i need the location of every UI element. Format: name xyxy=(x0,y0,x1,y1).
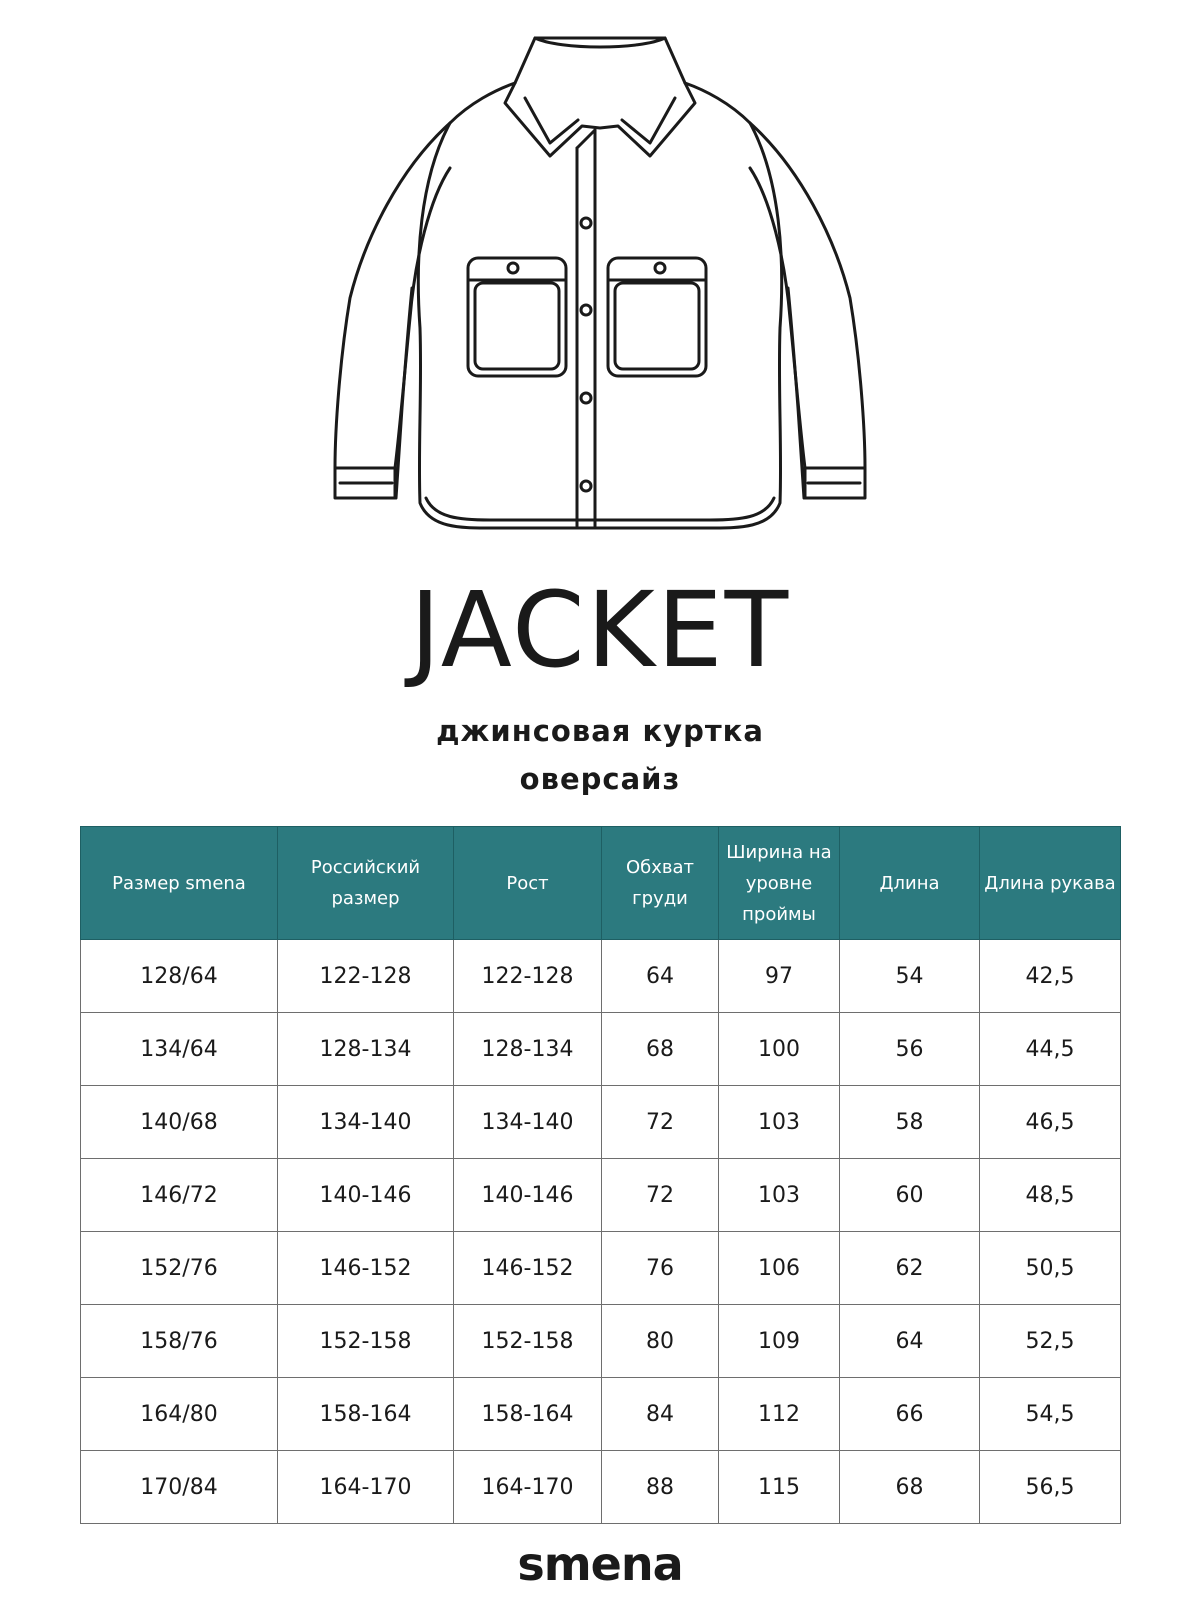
table-cell: 140/68 xyxy=(81,1086,278,1159)
table-cell: 140-146 xyxy=(454,1159,602,1232)
table-row xyxy=(81,1232,1121,1305)
table-row xyxy=(81,1159,1121,1232)
table-cell: 164-170 xyxy=(454,1451,602,1524)
table-cell: 103 xyxy=(719,1159,840,1232)
table-cell: 106 xyxy=(719,1232,840,1305)
table-cell: 64 xyxy=(602,940,719,1013)
table-cell: 170/84 xyxy=(81,1451,278,1524)
table-row xyxy=(81,1451,1121,1524)
table-cell: 76 xyxy=(602,1232,719,1305)
table-cell: 122-128 xyxy=(278,940,454,1013)
table-cell: 56,5 xyxy=(980,1451,1121,1524)
table-cell: 48,5 xyxy=(980,1159,1121,1232)
table-cell: 64 xyxy=(840,1305,980,1378)
brand-logo: smena xyxy=(517,1537,683,1591)
page-title: JACKET xyxy=(409,569,791,691)
table-cell: 84 xyxy=(602,1378,719,1451)
subtitle-line-1: джинсовая куртка xyxy=(436,714,764,748)
column-header: Длина рукава xyxy=(980,827,1121,940)
table-cell: 97 xyxy=(719,940,840,1013)
table-cell: 152-158 xyxy=(278,1305,454,1378)
table-cell: 44,5 xyxy=(980,1013,1121,1086)
table-cell: 158/76 xyxy=(81,1305,278,1378)
table-cell: 128-134 xyxy=(278,1013,454,1086)
column-header: Ширина на уровне проймы xyxy=(719,827,840,940)
table-header-row xyxy=(81,827,1121,940)
table-cell: 42,5 xyxy=(980,940,1121,1013)
column-header: Длина xyxy=(840,827,980,940)
table-cell: 128/64 xyxy=(81,940,278,1013)
table-cell: 72 xyxy=(602,1159,719,1232)
table-cell: 62 xyxy=(840,1232,980,1305)
table-cell: 66 xyxy=(840,1378,980,1451)
column-header: Размер smena xyxy=(81,827,278,940)
column-header: Обхват груди xyxy=(602,827,719,940)
table-cell: 152-158 xyxy=(454,1305,602,1378)
table-cell: 152/76 xyxy=(81,1232,278,1305)
subtitle-line-2: оверсайз xyxy=(519,762,681,796)
table-cell: 72 xyxy=(602,1086,719,1159)
column-header: Российский размер xyxy=(278,827,454,940)
table-cell: 100 xyxy=(719,1013,840,1086)
table-row xyxy=(81,1013,1121,1086)
size-chart-table xyxy=(80,826,1121,1524)
table-cell: 46,5 xyxy=(980,1086,1121,1159)
table-cell: 112 xyxy=(719,1378,840,1451)
table-cell: 158-164 xyxy=(454,1378,602,1451)
table-cell: 158-164 xyxy=(278,1378,454,1451)
table-cell: 146-152 xyxy=(278,1232,454,1305)
table-cell: 56 xyxy=(840,1013,980,1086)
table-cell: 122-128 xyxy=(454,940,602,1013)
table-cell: 68 xyxy=(840,1451,980,1524)
table-cell: 60 xyxy=(840,1159,980,1232)
table-cell: 54 xyxy=(840,940,980,1013)
table-cell: 115 xyxy=(719,1451,840,1524)
table-row xyxy=(81,1305,1121,1378)
table-cell: 50,5 xyxy=(980,1232,1121,1305)
table-cell: 103 xyxy=(719,1086,840,1159)
table-cell: 109 xyxy=(719,1305,840,1378)
table-cell: 134/64 xyxy=(81,1013,278,1086)
table-row xyxy=(81,1378,1121,1451)
table-cell: 80 xyxy=(602,1305,719,1378)
table-cell: 146/72 xyxy=(81,1159,278,1232)
jacket-sketch xyxy=(320,28,880,548)
table-cell: 52,5 xyxy=(980,1305,1121,1378)
table-cell: 88 xyxy=(602,1451,719,1524)
table-cell: 128-134 xyxy=(454,1013,602,1086)
table-cell: 146-152 xyxy=(454,1232,602,1305)
table-cell: 164/80 xyxy=(81,1378,278,1451)
table-cell: 58 xyxy=(840,1086,980,1159)
table-cell: 134-140 xyxy=(278,1086,454,1159)
column-header: Рост xyxy=(454,827,602,940)
table-cell: 54,5 xyxy=(980,1378,1121,1451)
table-cell: 140-146 xyxy=(278,1159,454,1232)
table-cell: 134-140 xyxy=(454,1086,602,1159)
table-row xyxy=(81,940,1121,1013)
table-row xyxy=(81,1086,1121,1159)
table-cell: 68 xyxy=(602,1013,719,1086)
table-cell: 164-170 xyxy=(278,1451,454,1524)
